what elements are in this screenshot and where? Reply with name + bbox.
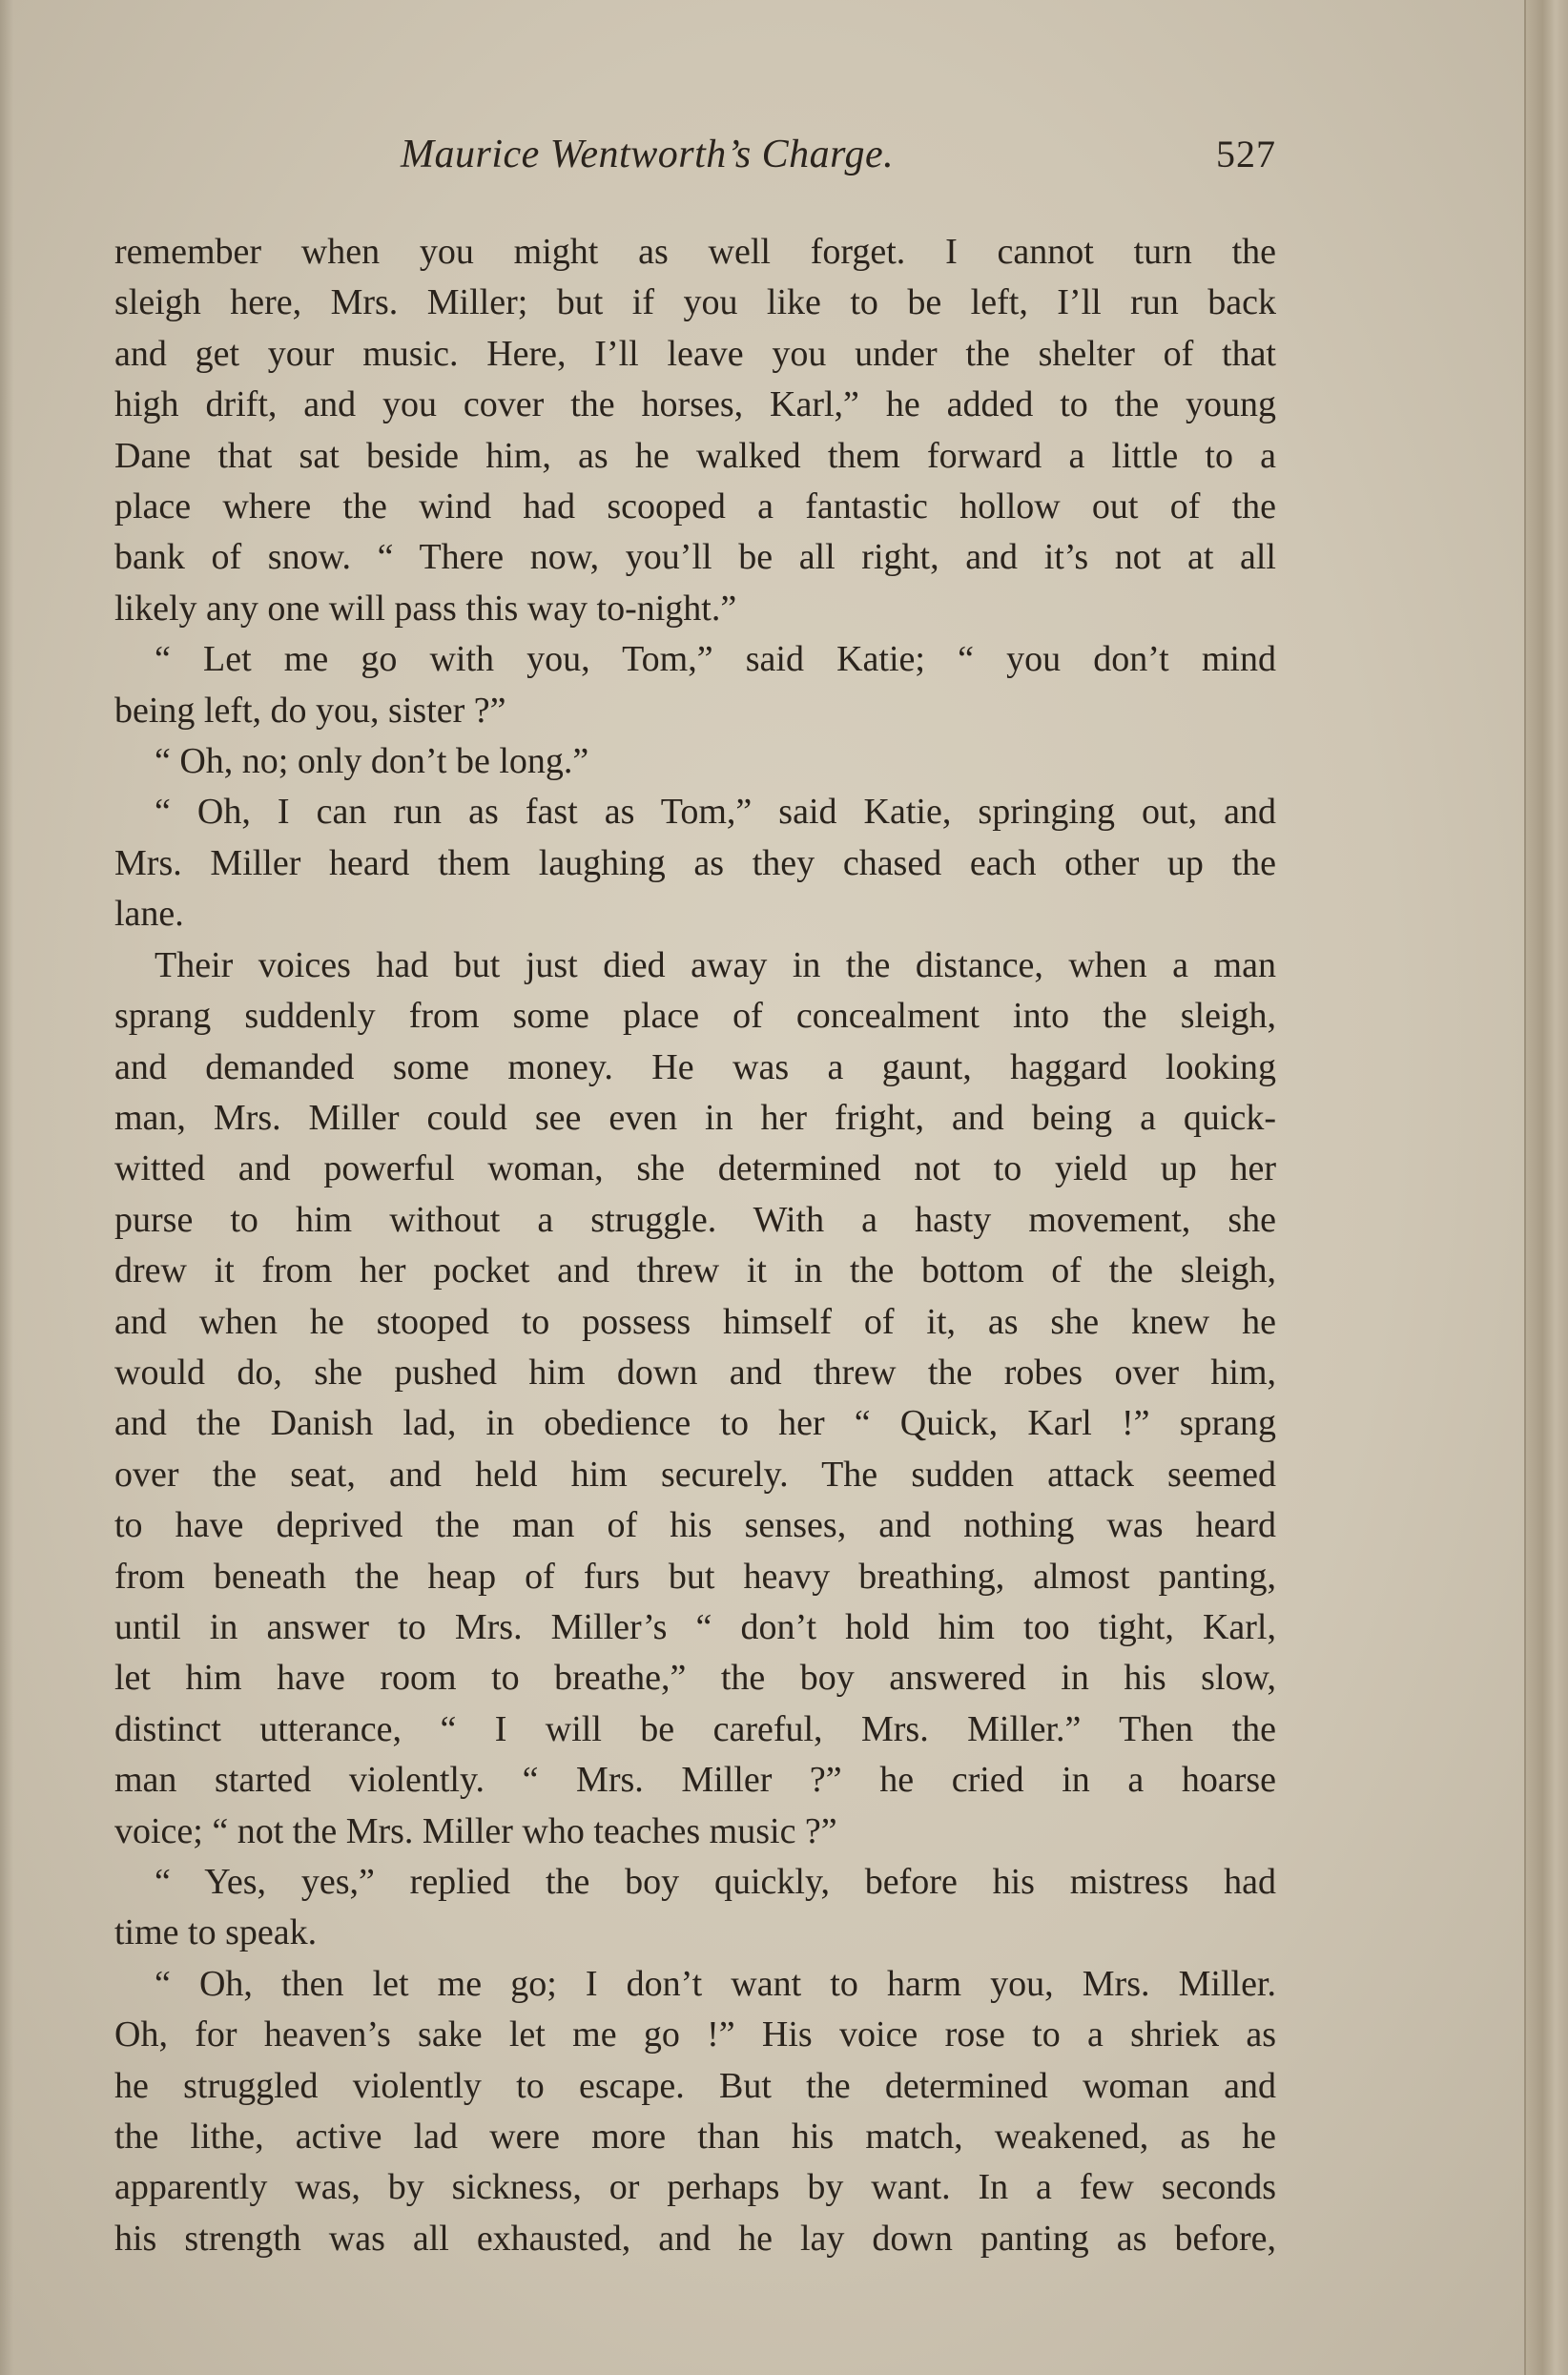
text-line: and the Danish lad, in obedience to her “ Quick, Karl !” sprang [114, 1403, 1276, 1444]
running-header [114, 132, 1276, 189]
text-line: “ Oh, no; only don’t be long.” [155, 741, 589, 782]
text-line: Dane that sat beside him, as he walked them forward a little to a [114, 435, 1276, 476]
text-line: bank of snow. “ There now, you’ll be all right, and it’s not at all [114, 537, 1276, 578]
text-line: and demanded some money. He was a gaunt, haggard looking [114, 1046, 1276, 1087]
text-line: “ Yes, yes,” replied the boy quickly, before his mistress had [155, 1862, 1276, 1902]
text-line: to have deprived the man of his senses, and nothing was heard [114, 1505, 1276, 1546]
text-line: remember when you might as well forget. I cannot turn the [114, 232, 1276, 272]
text-line: “ Let me go with you, Tom,” said Katie; “ you don’t mind [155, 639, 1276, 680]
text-line: and when he stooped to possess himself of it, as she knew he [114, 1301, 1276, 1342]
page-number: 527 [1216, 133, 1276, 176]
text-line: likely any one will pass this way to-night.” [114, 588, 737, 629]
text-line: he struggled violently to escape. But the determined woman and [114, 2065, 1276, 2106]
text-line: until in answer to Mrs. Miller’s “ don’t hold him too tight, Karl, [114, 1606, 1276, 1647]
text-line: distinct utterance, “ I will be careful, Mrs. Miller.” Then the [114, 1708, 1276, 1749]
text-line: sprang suddenly from some place of concealment into the sleigh, [114, 996, 1276, 1037]
page-left-edge [0, 0, 13, 2375]
text-line: over the seat, and held him securely. The sudden attack seemed [114, 1454, 1276, 1495]
text-line: Their voices had but just died away in the distance, when a man [155, 944, 1276, 985]
text-line: man started violently. “ Mrs. Miller ?” he cried in a hoarse [114, 1760, 1276, 1801]
text-line: voice; “ not the Mrs. Miller who teaches music ?” [114, 1810, 837, 1851]
text-line: witted and powerful woman, she determined not to yield up her [114, 1148, 1276, 1189]
text-line: Oh, for heaven’s sake let me go !” His voice rose to a shriek as [114, 2014, 1276, 2055]
text-line: and get your music. Here, I’ll leave you under the shelter of that [114, 333, 1276, 374]
text-line: his strength was all exhausted, and he lay down panting as before, [114, 2218, 1276, 2259]
text-line: time to speak. [114, 1912, 318, 1953]
body-text [114, 227, 1276, 2264]
text-line: would do, she pushed him down and threw the robes over him, [114, 1352, 1276, 1393]
text-line: Mrs. Miller heard them laughing as they chased each other up the [114, 842, 1276, 883]
text-line: “ Oh, then let me go; I don’t want to harm you, Mrs. Miller. [155, 1963, 1276, 2004]
text-line: man, Mrs. Miller could see even in her fright, and being a quick- [114, 1097, 1276, 1138]
text-line: the lithe, active lad were more than his match, weakened, as he [114, 2117, 1276, 2158]
text-line: sleigh here, Mrs. Miller; but if you like to be left, I’ll run back [114, 282, 1276, 323]
text-line: high drift, and you cover the horses, Karl,” he added to the young [114, 384, 1276, 425]
text-line: apparently was, by sickness, or perhaps by want. In a few seconds [114, 2167, 1276, 2208]
text-line: being left, do you, sister ?” [114, 690, 506, 731]
running-title: Maurice Wentworth’s Charge. [401, 133, 895, 176]
binding-gutter [1524, 0, 1568, 2375]
text-line: lane. [114, 894, 184, 935]
text-line: from beneath the heap of furs but heavy breathing, almost panting, [114, 1556, 1276, 1597]
text-line: “ Oh, I can run as fast as Tom,” said Katie, springing out, and [155, 792, 1276, 833]
text-line: purse to him without a struggle. With a hasty movement, she [114, 1199, 1276, 1240]
text-line: drew it from her pocket and threw it in the bottom of the sleigh, [114, 1250, 1276, 1291]
text-line: let him have room to breathe,” the boy answered in his slow, [114, 1658, 1276, 1699]
text-line: place where the wind had scooped a fantastic hollow out of the [114, 486, 1276, 527]
